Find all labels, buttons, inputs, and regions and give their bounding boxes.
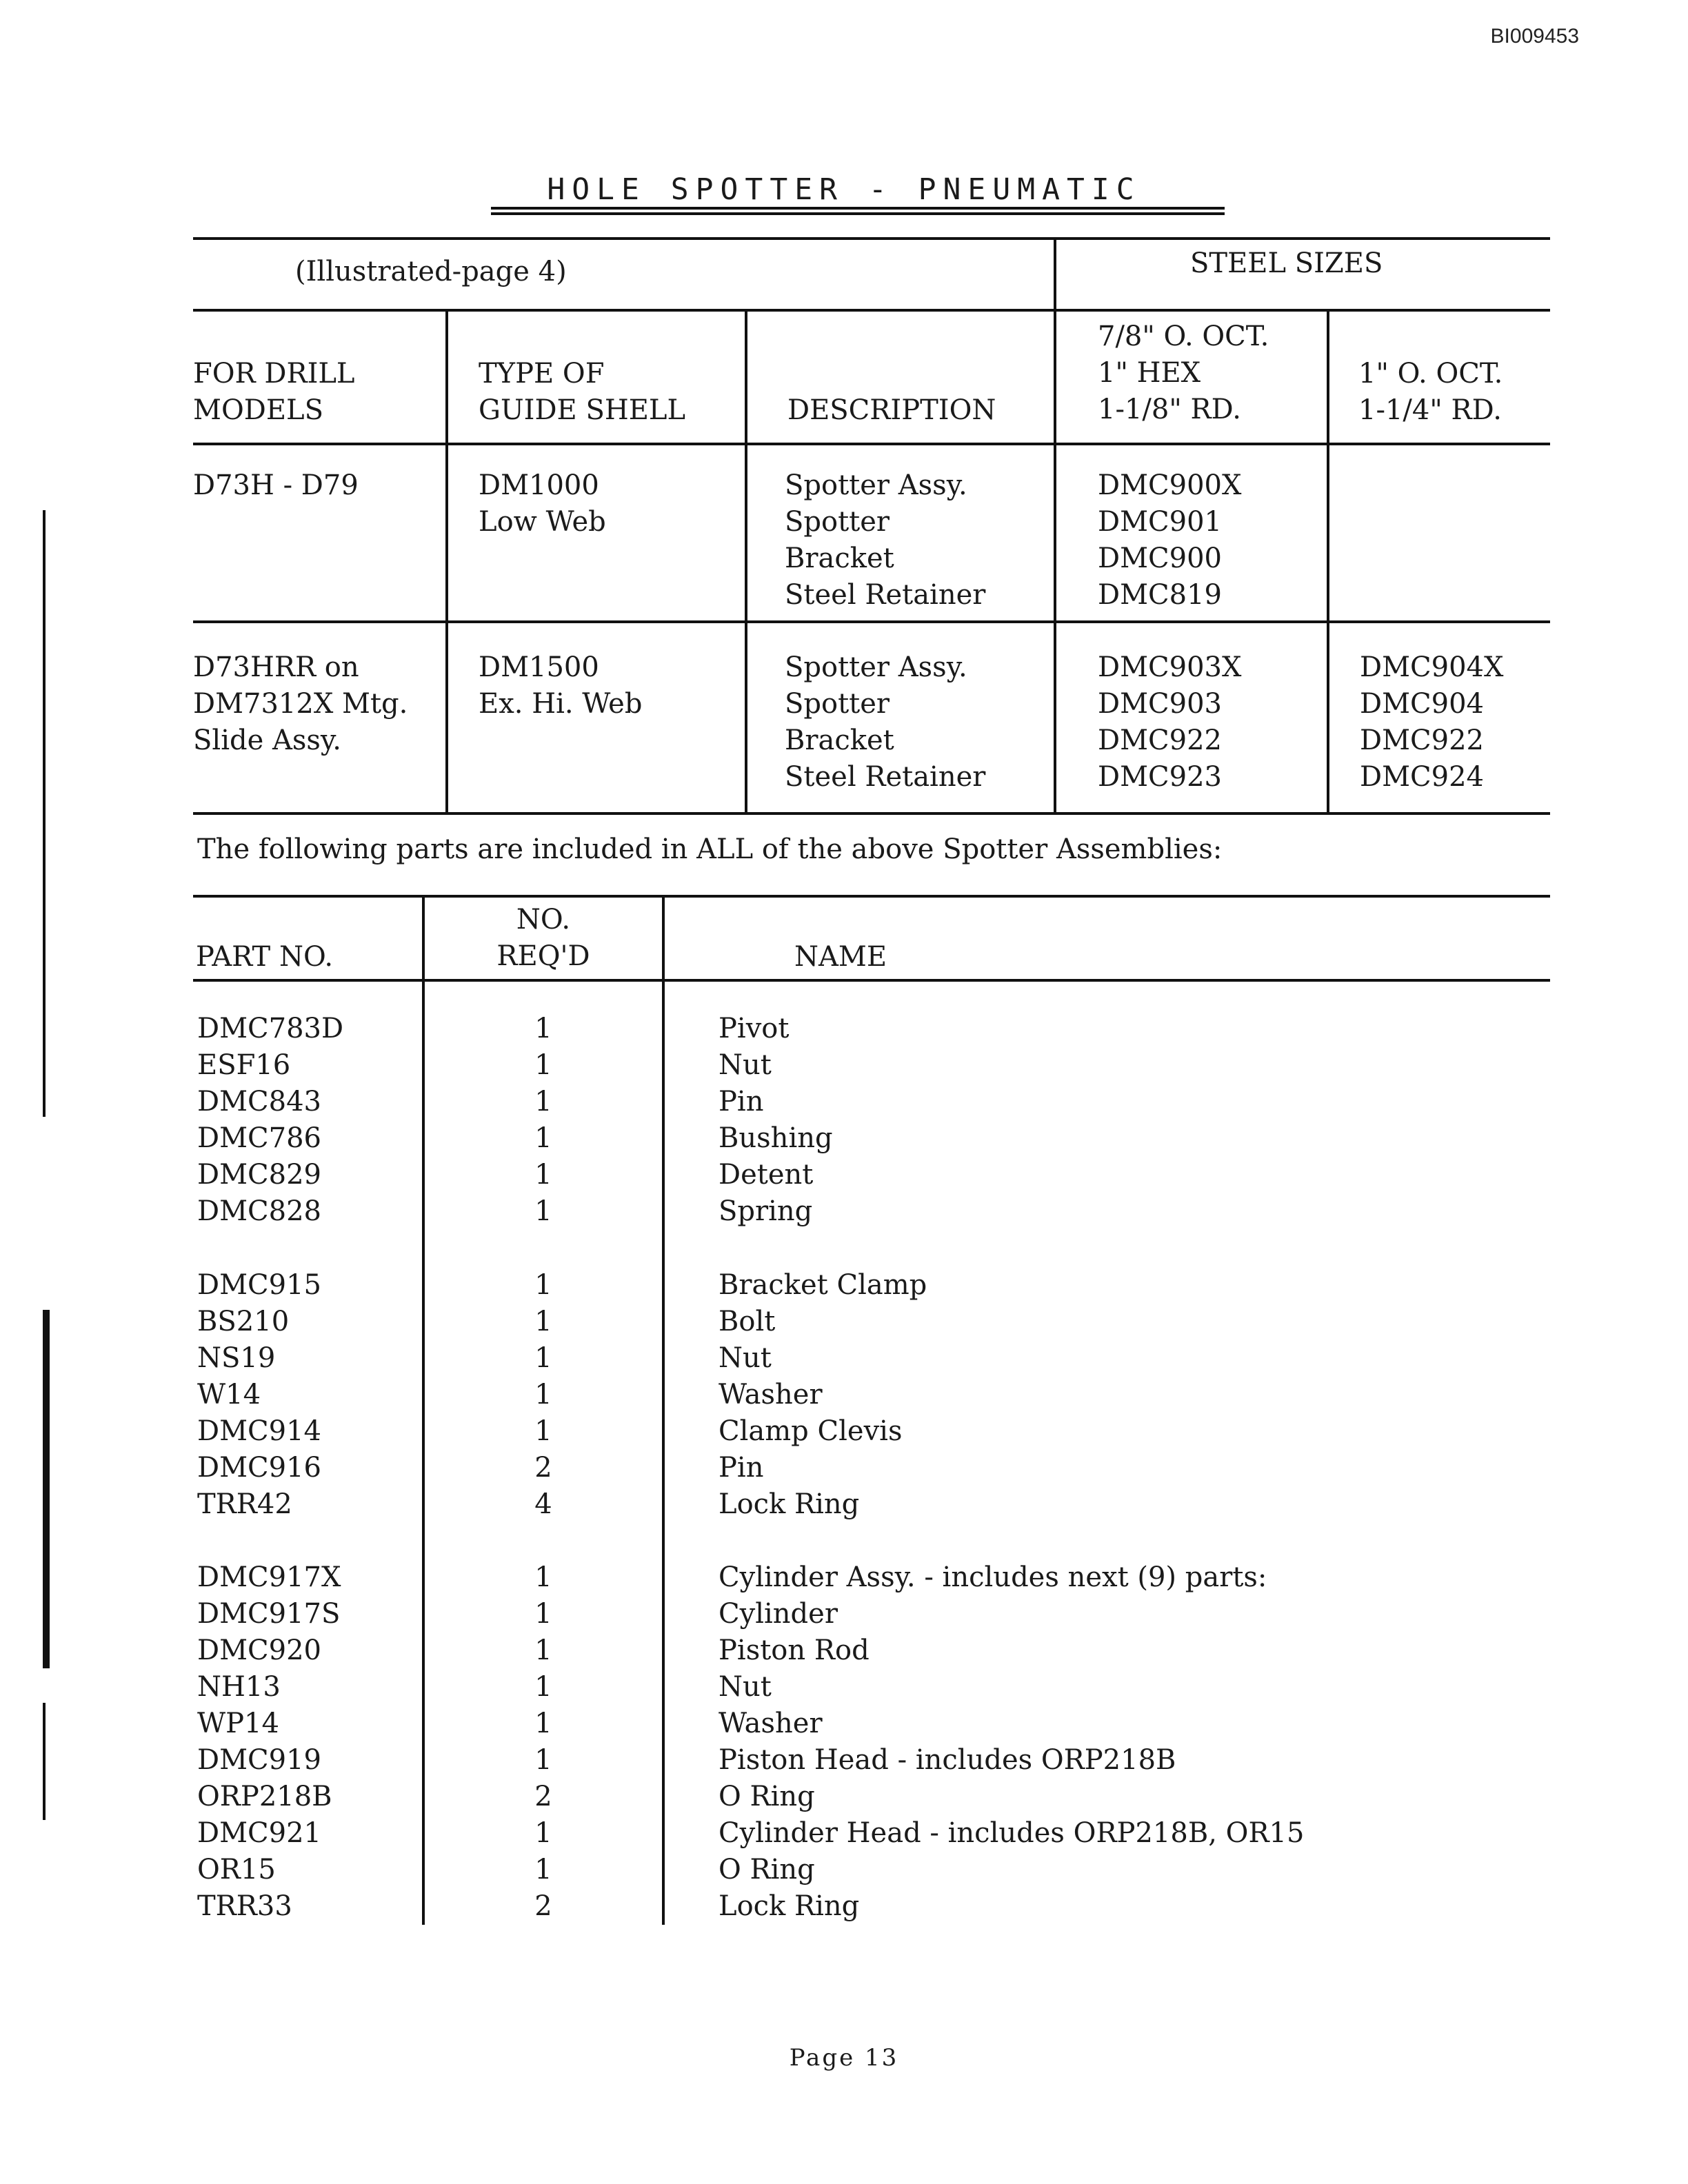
part-name: Detent [719, 1159, 814, 1191]
row1-guide-shell: DM1000 Low Web [479, 469, 606, 538]
part-number: DMC916 [197, 1452, 321, 1484]
part-qty: 1 [534, 1379, 552, 1410]
part-number: DMC914 [197, 1415, 321, 1447]
table-rule [193, 443, 1550, 445]
part-name: Nut [719, 1049, 772, 1081]
header-description: DESCRIPTION [787, 394, 996, 426]
part-name: Bolt [719, 1306, 776, 1337]
header-guide-shell: TYPE OF GUIDE SHELL [479, 358, 686, 426]
header-name: NAME [794, 941, 887, 973]
part-name: Pin [719, 1086, 764, 1118]
part-name: Bushing [719, 1122, 833, 1154]
part-qty: 1 [534, 1817, 552, 1849]
part-qty: 1 [534, 1635, 552, 1666]
column-divider [1054, 237, 1056, 815]
part-qty: 1 [534, 1306, 552, 1337]
steel-sizes-label: STEEL SIZES [1190, 247, 1383, 279]
part-number: DMC915 [197, 1269, 321, 1301]
part-name: Cylinder [719, 1598, 838, 1630]
table-rule [193, 620, 1550, 623]
header-steel-a: 7/8" O. OCT. 1" HEX 1-1/8" RD. [1098, 321, 1269, 425]
part-number: NS19 [197, 1342, 276, 1374]
margin-mark [43, 510, 46, 1117]
part-name: O Ring [719, 1854, 815, 1885]
part-number: TRR42 [197, 1488, 292, 1520]
part-number: OR15 [197, 1854, 276, 1885]
part-qty: 1 [534, 1415, 552, 1447]
title-underline-1 [491, 207, 1225, 210]
table-rule [193, 237, 1550, 240]
part-number: ORP218B [197, 1781, 332, 1812]
header-part-no: PART NO. [196, 941, 334, 973]
part-qty: 1 [534, 1086, 552, 1118]
part-name: Cylinder Assy. - includes next (9) parts: [719, 1561, 1267, 1593]
part-number: DMC917S [197, 1598, 341, 1630]
part-number: TRR33 [197, 1890, 292, 1922]
part-number: WP14 [197, 1708, 279, 1739]
part-qty: 1 [534, 1013, 552, 1044]
part-name: Pin [719, 1452, 764, 1484]
part-qty: 2 [534, 1452, 552, 1484]
page-title: HOLE SPOTTER - PNEUMATIC [547, 172, 1141, 207]
part-name: Pivot [719, 1013, 790, 1044]
row1-description: Spotter Assy. Spotter Bracket Steel Retainer [785, 469, 986, 611]
part-number: BS210 [197, 1306, 290, 1337]
table-rule [193, 309, 1550, 312]
margin-mark [43, 1310, 50, 1668]
part-qty: 1 [534, 1561, 552, 1593]
margin-mark [43, 1703, 46, 1820]
part-number: DMC920 [197, 1635, 321, 1666]
part-name: Clamp Clevis [719, 1415, 903, 1447]
column-divider [445, 309, 448, 815]
part-qty: 1 [534, 1195, 552, 1227]
part-number: DMC783D [197, 1013, 344, 1044]
part-qty: 1 [534, 1269, 552, 1301]
row2-description: Spotter Assy. Spotter Bracket Steel Retainer [785, 651, 986, 793]
row2-guide-shell: DM1500 Ex. Hi. Web [479, 651, 643, 720]
part-qty: 1 [534, 1342, 552, 1374]
part-number: DMC917X [197, 1561, 341, 1593]
table-rule [193, 979, 1550, 982]
part-qty: 1 [534, 1159, 552, 1191]
part-name: Bracket Clamp [719, 1269, 927, 1301]
part-qty: 1 [534, 1598, 552, 1630]
part-number: DMC921 [197, 1817, 321, 1849]
part-qty: 1 [534, 1708, 552, 1739]
part-name: Cylinder Head - includes ORP218B, OR15 [719, 1817, 1305, 1849]
part-number: DMC919 [197, 1744, 321, 1776]
part-number: DMC786 [197, 1122, 321, 1154]
page-number: Page 13 [789, 2044, 899, 2072]
part-number: NH13 [197, 1671, 281, 1703]
part-number: W14 [197, 1379, 261, 1410]
part-name: O Ring [719, 1781, 815, 1812]
part-number: DMC843 [197, 1086, 321, 1118]
part-number: DMC829 [197, 1159, 321, 1191]
part-name: Washer [719, 1708, 823, 1739]
table-rule [193, 895, 1550, 898]
part-name: Piston Head - includes ORP218B [719, 1744, 1176, 1776]
row2-steel-a: DMC903X DMC903 DMC922 DMC923 [1098, 651, 1242, 793]
part-qty: 1 [534, 1049, 552, 1081]
header-no-reqd: NO. REQ'D [496, 904, 590, 972]
part-qty: 1 [534, 1671, 552, 1703]
part-name: Nut [719, 1671, 772, 1703]
part-qty: 2 [534, 1890, 552, 1922]
part-name: Nut [719, 1342, 772, 1374]
row1-steel-a: DMC900X DMC901 DMC900 DMC819 [1098, 469, 1242, 611]
part-name: Lock Ring [719, 1890, 860, 1922]
table-rule [193, 812, 1550, 815]
document-id: BI009453 [1490, 25, 1579, 48]
part-qty: 1 [534, 1122, 552, 1154]
illustrated-note: (Illustrated-page 4) [295, 256, 567, 287]
included-note: The following parts are included in ALL of the above Spotter Assemblies: [197, 833, 1223, 865]
part-number: ESF16 [197, 1049, 291, 1081]
part-name: Piston Rod [719, 1635, 870, 1666]
part-name: Spring [719, 1195, 813, 1227]
header-models: FOR DRILL MODELS [193, 358, 355, 426]
part-qty: 1 [534, 1854, 552, 1885]
row2-models: D73HRR on DM7312X Mtg. Slide Assy. [193, 651, 408, 756]
row1-models: D73H - D79 [193, 469, 359, 501]
column-divider [745, 309, 747, 815]
part-number: DMC828 [197, 1195, 321, 1227]
title-underline-2 [491, 212, 1225, 215]
part-name: Lock Ring [719, 1488, 860, 1520]
header-steel-b: 1" O. OCT. 1-1/4" RD. [1358, 358, 1503, 426]
column-divider [1327, 309, 1329, 815]
part-qty: 2 [534, 1781, 552, 1812]
column-divider [662, 895, 665, 1925]
part-qty: 1 [534, 1744, 552, 1776]
row2-steel-b: DMC904X DMC904 DMC922 DMC924 [1360, 651, 1504, 793]
part-qty: 4 [534, 1488, 552, 1520]
part-name: Washer [719, 1379, 823, 1410]
